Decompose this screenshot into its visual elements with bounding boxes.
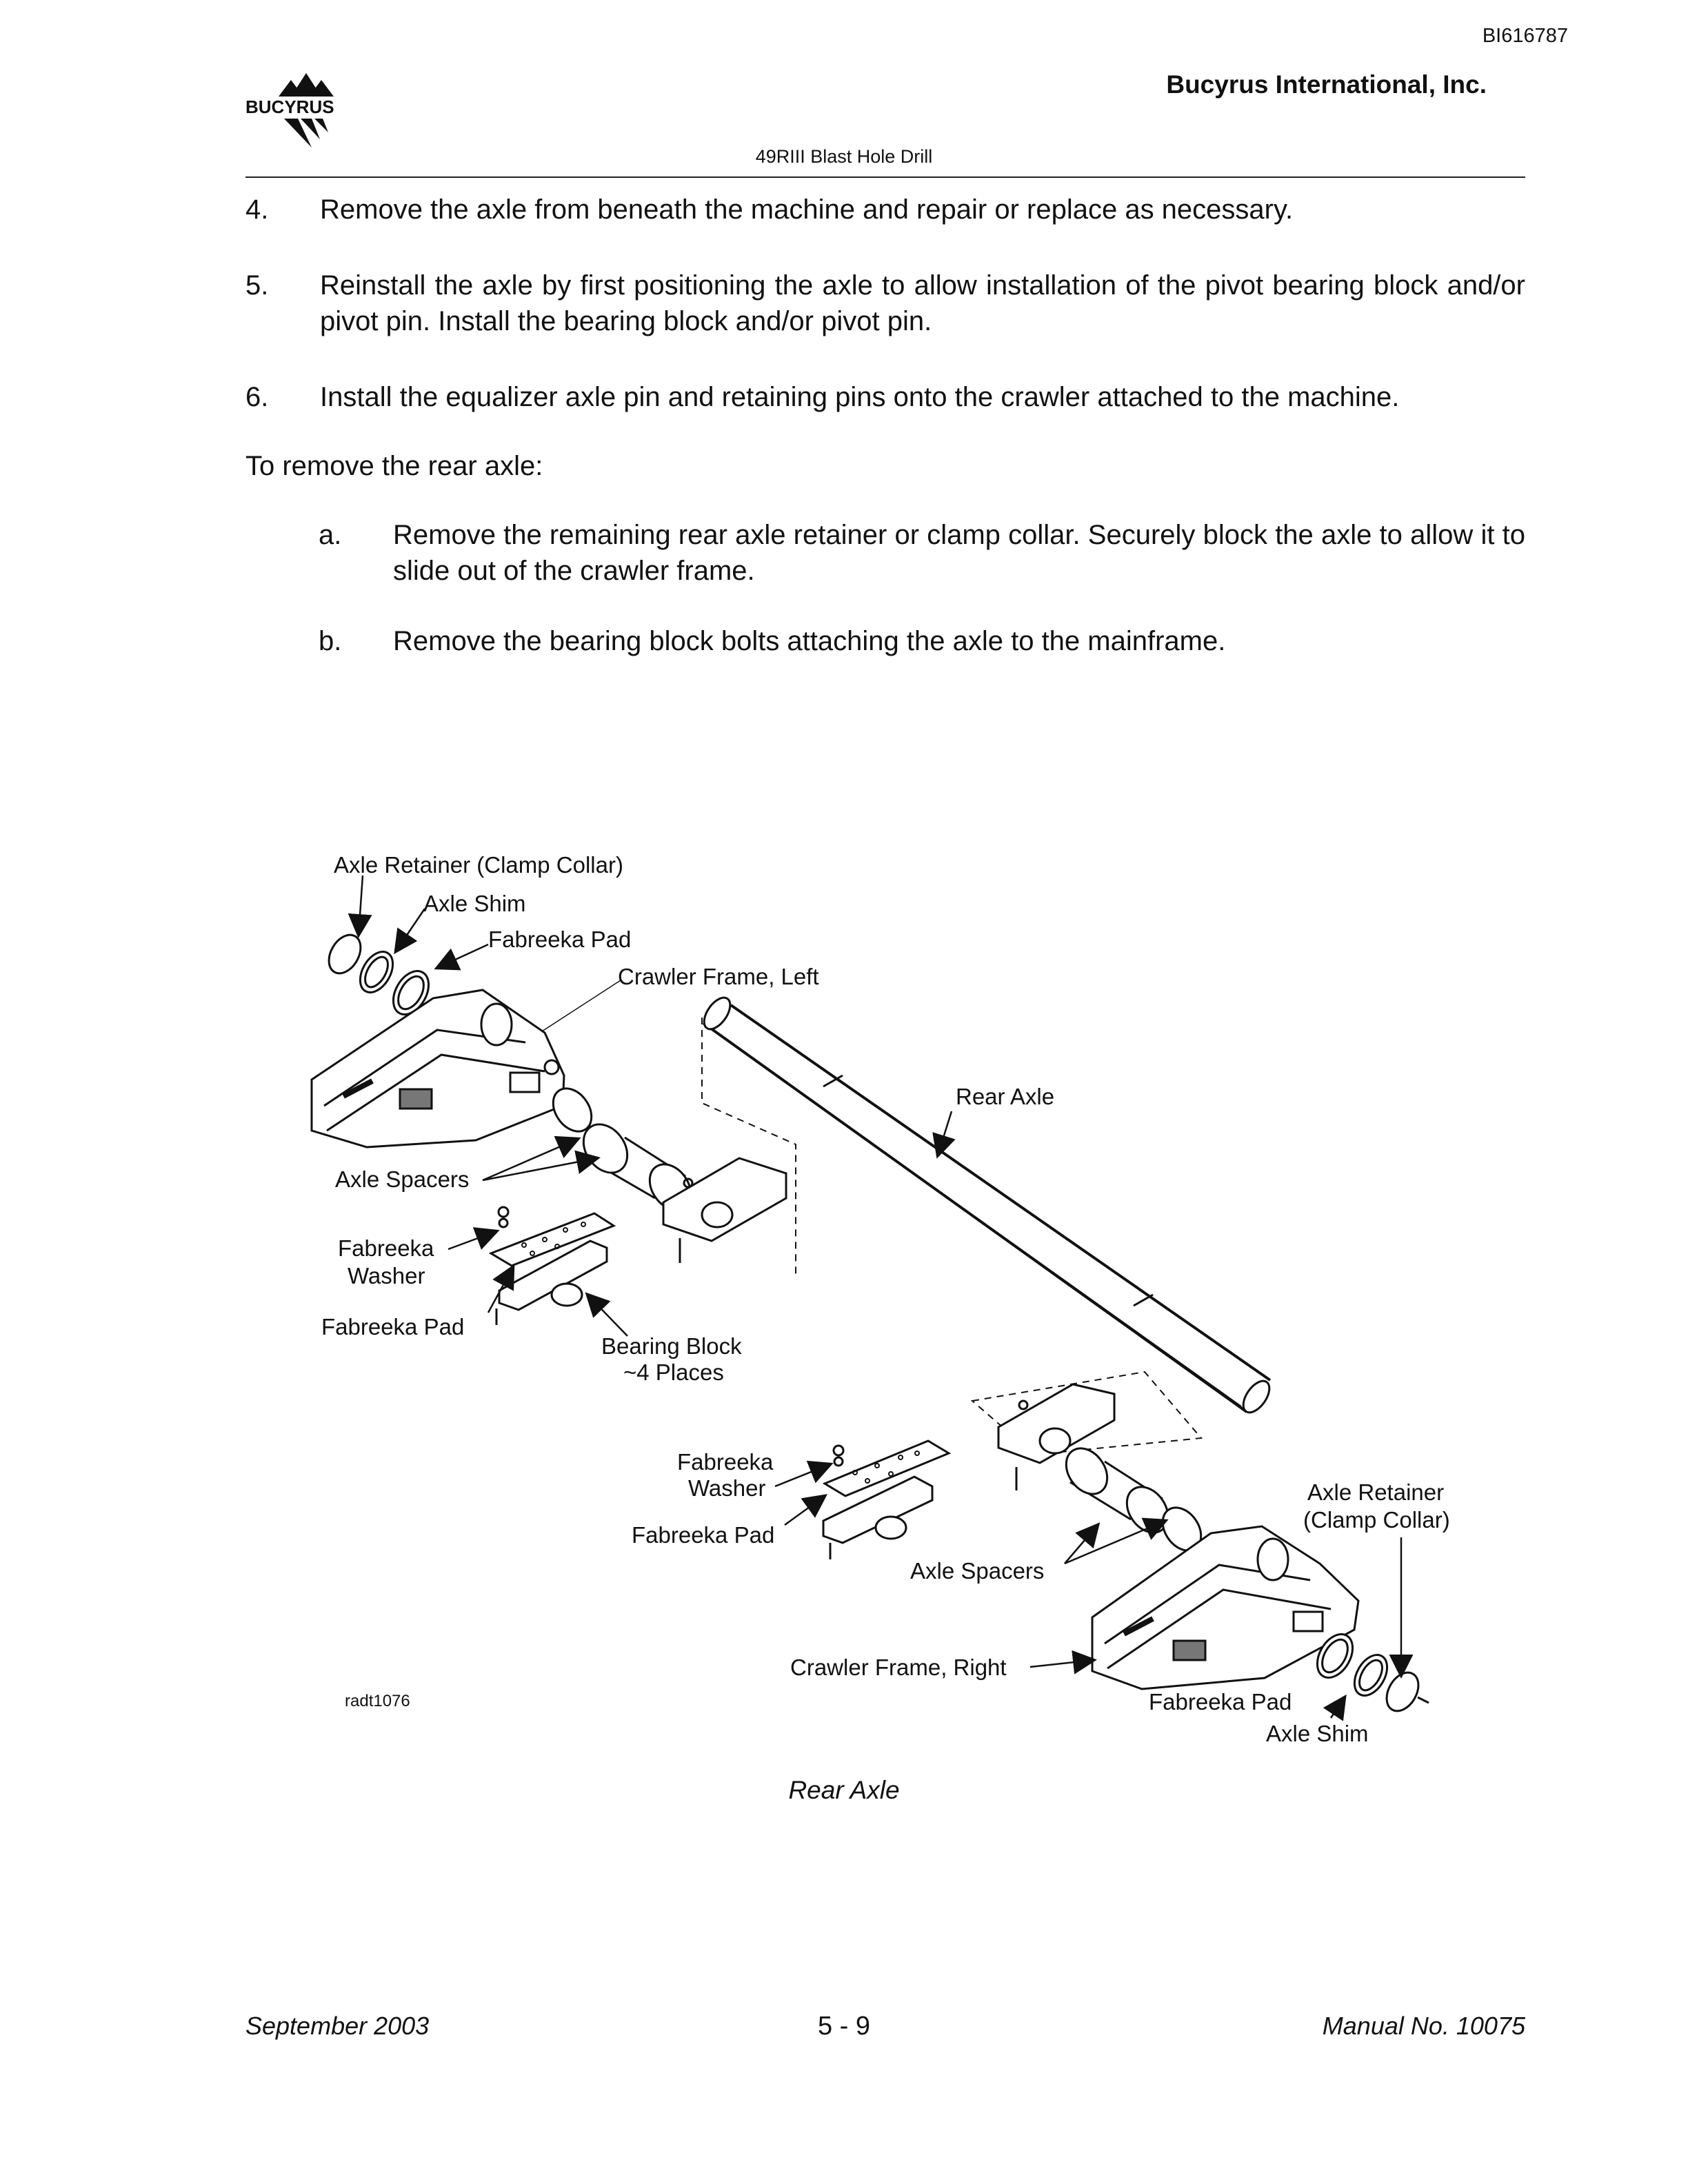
footer-page-number: 5 - 9 — [817, 2012, 871, 2041]
label-bearing-block-1: Bearing Block — [601, 1333, 742, 1359]
company-name: Bucyrus International, Inc. — [1166, 70, 1487, 99]
figure-caption: Rear Axle — [788, 1776, 900, 1804]
substep-text: Remove the remaining rear axle retainer or clamp collar. Securely block the axle to allow it to slide out of the crawler frame. — [393, 520, 1525, 586]
label-crawler-frame-right: Crawler Frame, Right — [790, 1655, 1007, 1680]
product-name: 49RIII Blast Hole Drill — [755, 146, 933, 167]
label-fabreeka-pad-mid: Fabreeka Pad — [632, 1522, 775, 1548]
label-fabreeka-pad-right: Fabreeka Pad — [1149, 1689, 1292, 1715]
step-number: 4. — [245, 194, 269, 225]
label-axle-spacers-right: Axle Spacers — [910, 1558, 1045, 1584]
label-fabreeka-pad-left: Fabreeka Pad — [321, 1314, 465, 1339]
substep-letter: b. — [319, 626, 342, 656]
left-crawler-frame — [312, 990, 564, 1147]
footer-date: September 2003 — [245, 2012, 430, 2040]
label-axle-shim-left: Axle Shim — [423, 891, 526, 916]
logo-text: BUCYRUS — [245, 97, 334, 117]
figure-id: radt1076 — [345, 1692, 410, 1710]
rear-axle-shaft — [699, 993, 1275, 1417]
label-axle-shim-right: Axle Shim — [1266, 1721, 1369, 1746]
label-axle-spacers-left: Axle Spacers — [335, 1166, 470, 1192]
label-crawler-frame-left: Crawler Frame, Left — [618, 964, 819, 989]
step-number: 6. — [245, 382, 269, 412]
substep-text: Remove the bearing block bolts attaching the axle to the mainframe. — [393, 626, 1226, 656]
step-text: Install the equalizer axle pin and retaining pins onto the crawler attached to the machine. — [320, 382, 1400, 412]
intro-text: To remove the rear axle: — [245, 451, 543, 481]
footer-manual-number: Manual No. 10075 — [1322, 2012, 1525, 2040]
label-axle-retainer-right-2: (Clamp Collar) — [1303, 1507, 1450, 1533]
substep-letter: a. — [319, 520, 342, 550]
label-axle-retainer-left: Axle Retainer (Clamp Collar) — [334, 852, 623, 878]
right-lower-bearing-assembly — [823, 1441, 949, 1559]
label-fabreeka-pad-top: Fabreeka Pad — [488, 927, 632, 952]
label-fabreeka-washer-mid-2: Washer — [688, 1475, 766, 1501]
label-rear-axle: Rear Axle — [956, 1084, 1055, 1109]
right-axle-spacers — [1058, 1441, 1209, 1558]
label-bearing-block-2: ~4 Places — [623, 1359, 724, 1385]
right-retainer-rings — [1310, 1628, 1429, 1717]
step-number: 5. — [245, 270, 269, 301]
step-text: Reinstall the axle by first positioning the axle to allow installation of the pivot bearing block and/or pivot pin. Install the bearing block and/or pivot pin. — [320, 270, 1525, 336]
left-lower-bearing-assembly — [491, 1207, 614, 1325]
label-fabreeka-washer-left-1: Fabreeka — [338, 1235, 434, 1261]
label-fabreeka-washer-mid-1: Fabreeka — [677, 1449, 774, 1475]
document-id: BI616787 — [1482, 25, 1568, 47]
step-text: Remove the axle from beneath the machine and repair or replace as necessary. — [320, 194, 1294, 225]
label-axle-retainer-right-1: Axle Retainer — [1307, 1479, 1445, 1505]
label-fabreeka-washer-left-2: Washer — [348, 1263, 425, 1288]
